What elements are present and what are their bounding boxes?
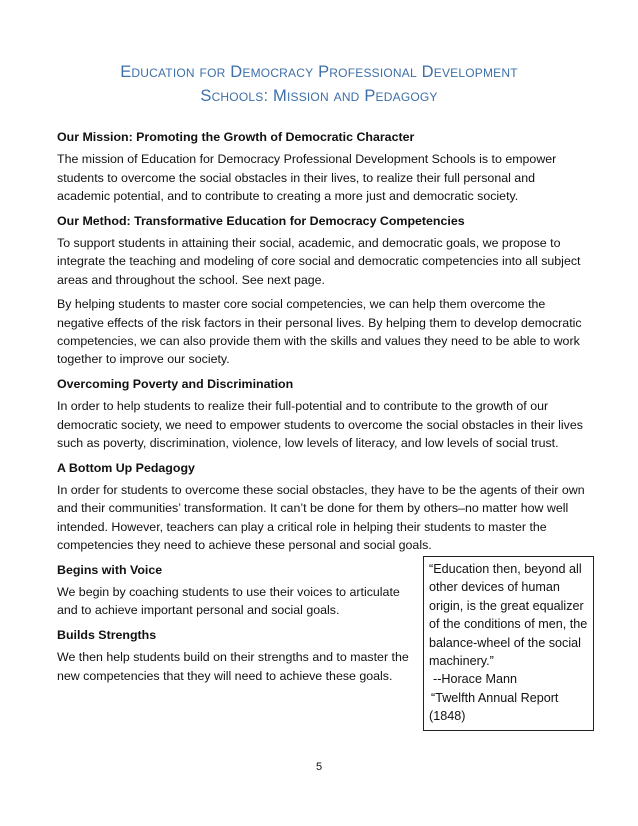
poverty-heading: Overcoming Poverty and Discrimination [57, 376, 294, 391]
page-title-line-2: Schools: Mission and Pedagogy [200, 87, 438, 105]
quote-text: “Education then, beyond all other devices of human origin, is the great equalizer of the conditions of men, the balance-wheel of the social machinery.” [429, 562, 588, 669]
mission-paragraph: The mission of Education for Democracy Professional Development Schools is to empower students to overcome the social obstacles in their lives, to realize their full personal and academic potential, and to contribute to creating a more just and democratic society. [57, 152, 557, 204]
method-heading: Our Method: Transformative Education for Democracy Competencies [57, 213, 465, 228]
bottom-up-heading: A Bottom Up Pedagogy [57, 460, 195, 475]
bottom-up-paragraph: In order for students to overcome these social obstacles, they have to be the agents of their own and their communities’ transformation. It can’t be done for them by others–no matter how well intended. However, teachers can play a critical role in helping their students to master the competencies they need to achieve these personal and social goals. [57, 482, 585, 553]
quote-author: --Horace Mann [433, 672, 517, 687]
method-paragraph-1: To support students in attaining their social, academic, and democratic goals, we propose to integrate the teaching and modeling of core social and democratic competencies into all subject areas and throughout the school. See next page. [57, 236, 581, 287]
voice-paragraph: We begin by coaching students to use their voices to articulate and to achieve important personal and social goals. [57, 584, 400, 618]
page-title [0, 60, 638, 108]
page-title-line-1: Education for Democracy Professional Development [120, 63, 518, 81]
mission-heading: Our Mission: Promoting the Growth of Democratic Character [57, 130, 415, 144]
method-paragraph-2: By helping students to master core social competencies, we can help them overcome the negative effects of the risk factors in their personal lives. By helping them to develop democratic competencies, we can also provide them with the skills and values they need to be able to work together to improve our society. [57, 297, 582, 367]
voice-heading: Begins with Voice [57, 562, 163, 577]
page-number: 5 [315, 761, 323, 773]
quote-source: “Twelfth Annual Report [431, 690, 559, 705]
strengths-heading: Builds Strengths [57, 627, 157, 642]
poverty-paragraph: In order to help students to realize their full-potential and to contribute to the growth of our democratic society, we need to empower students to overcome the social obstacles in their lives such as poverty, discrimination, violence, low levels of literacy, and low levels of social trust. [57, 399, 583, 451]
quote-year: (1848) [429, 709, 466, 724]
quote-box [423, 556, 594, 731]
strengths-paragraph: We then help students build on their strengths and to master the new competencies that they will need to achieve these goals. [57, 650, 409, 683]
